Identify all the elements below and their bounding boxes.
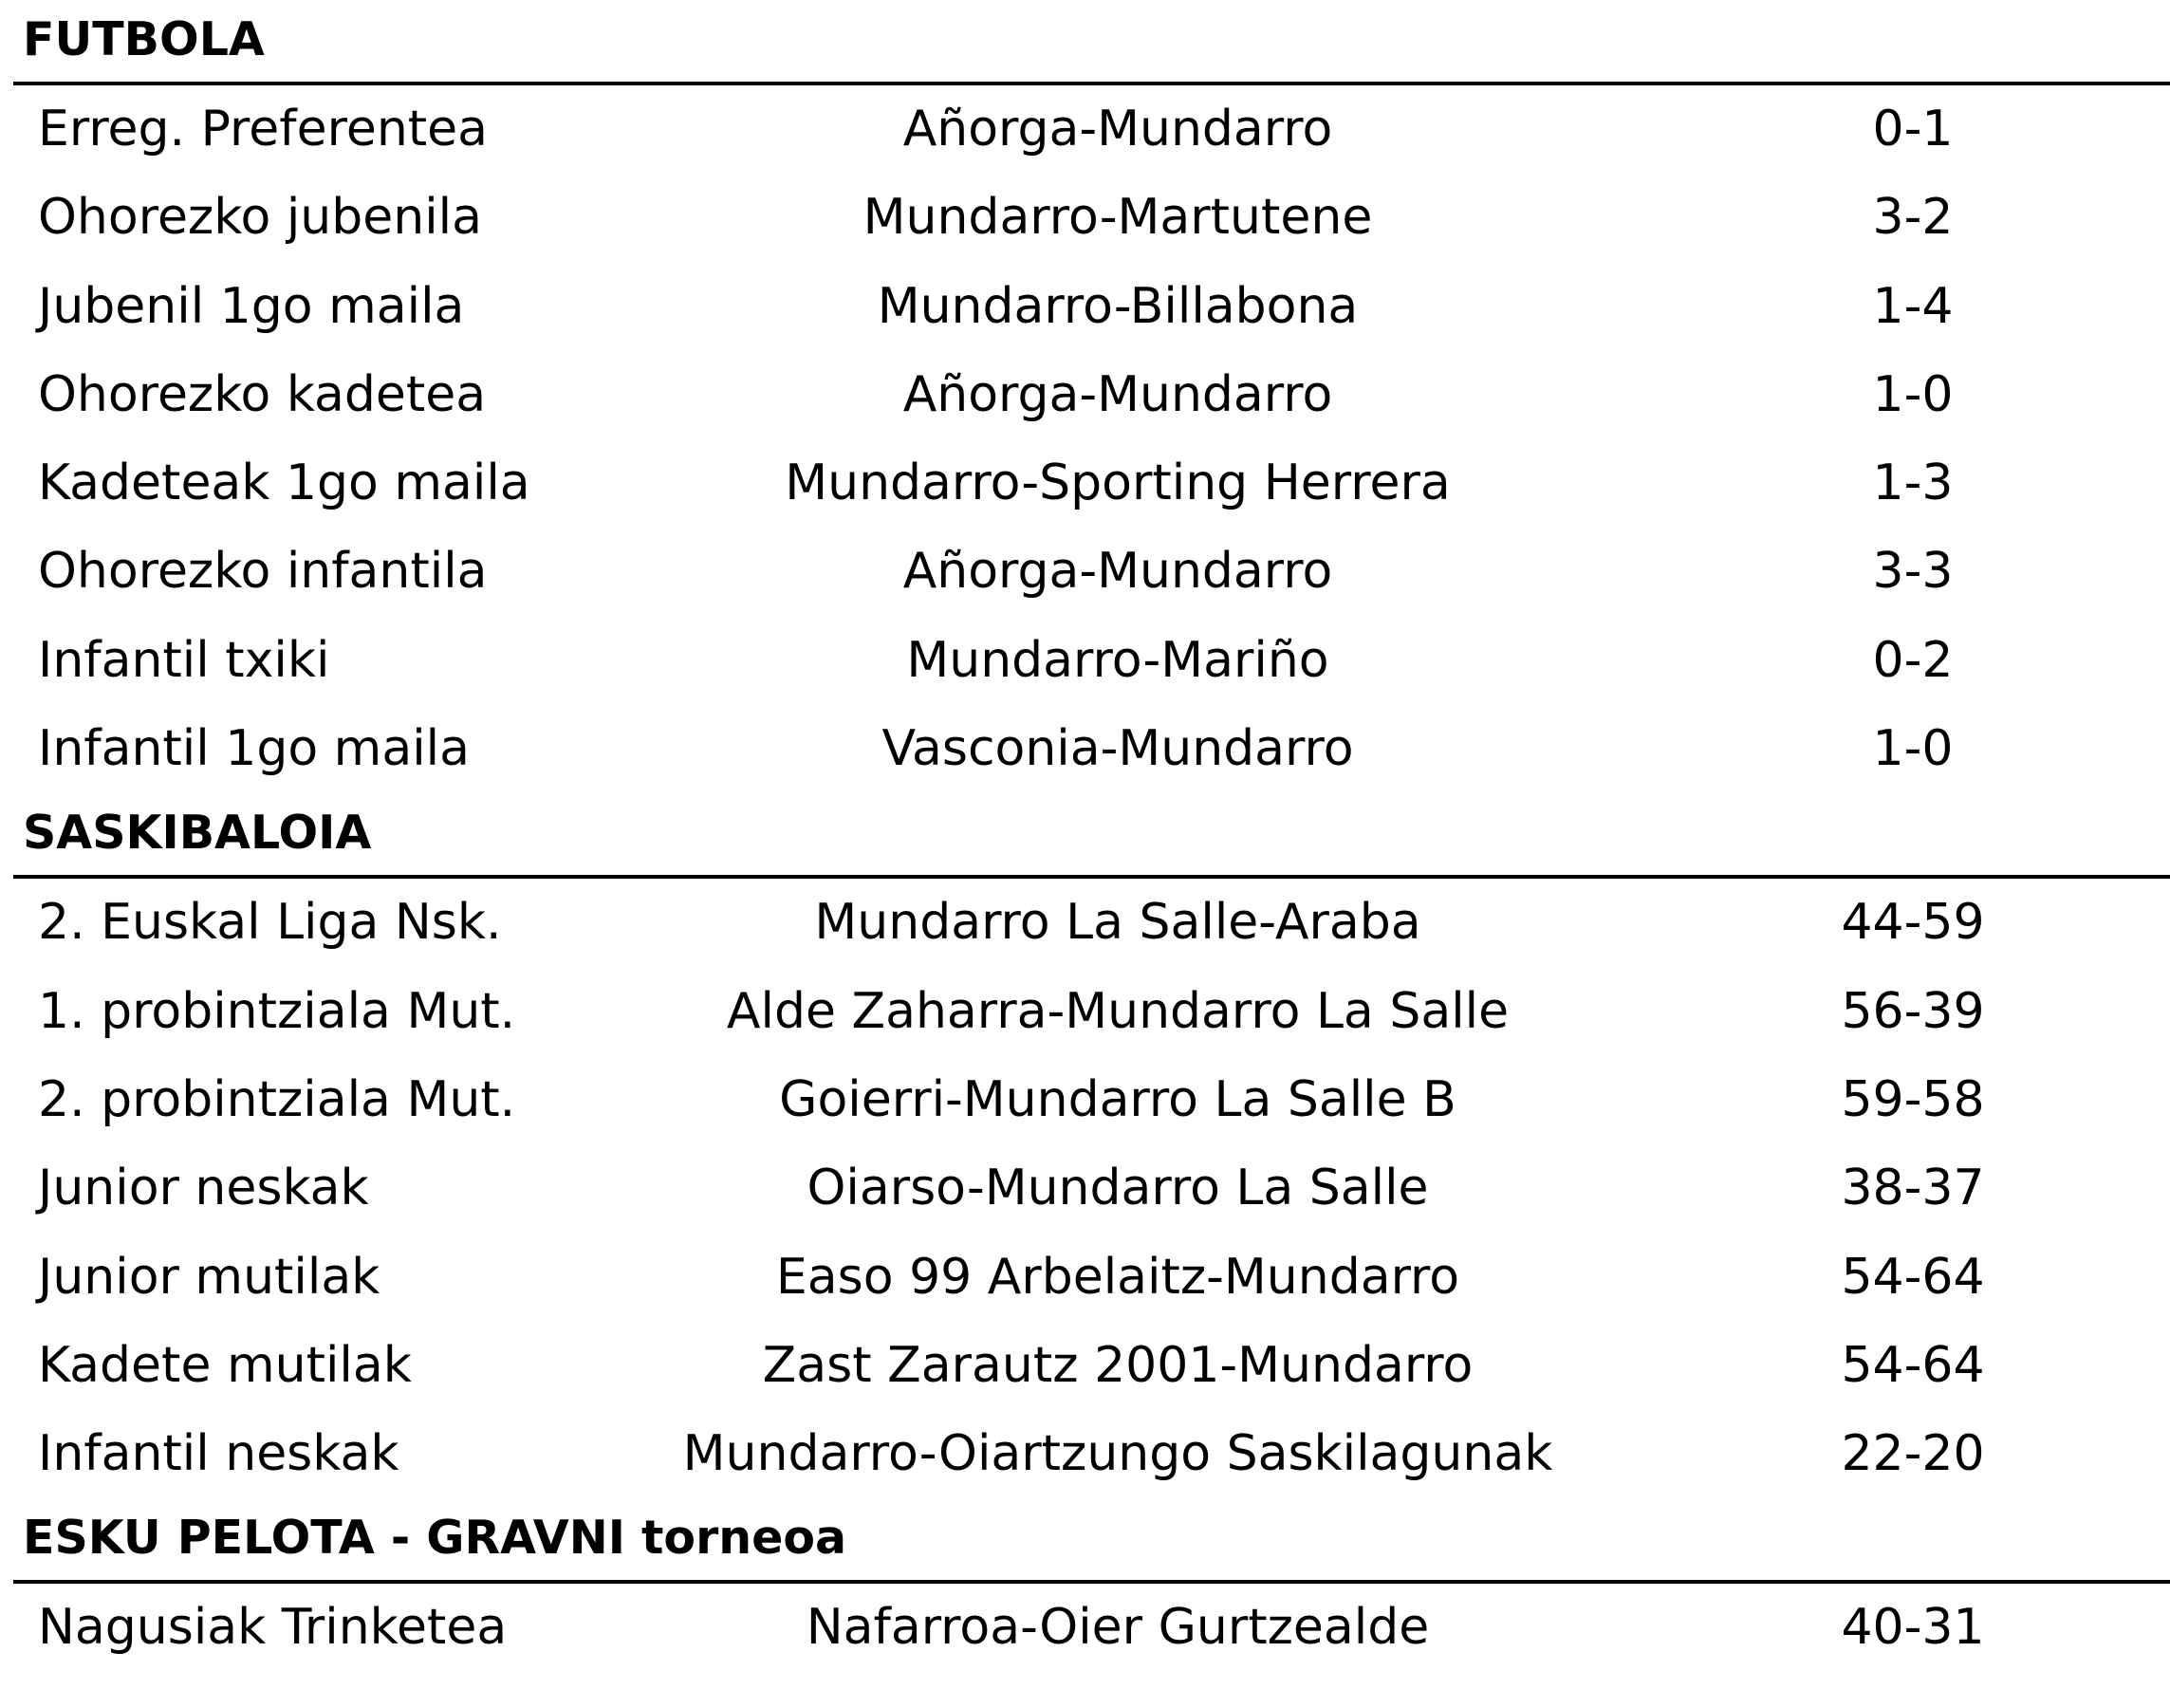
- section-title: SASKIBALOIA: [23, 806, 372, 861]
- score-cell: 38-37: [1841, 1160, 1985, 1217]
- score-cell: 3-2: [1872, 189, 1954, 247]
- category-cell: Infantil txiki: [38, 631, 330, 689]
- result-row: [0, 174, 2170, 262]
- score-cell: 3-3: [1872, 543, 1954, 601]
- match-cell: Mundarro-Mariño: [906, 631, 1329, 689]
- category-cell: Infantil neskak: [38, 1425, 399, 1483]
- match-cell: Vasconia-Mundarro: [881, 720, 1354, 778]
- result-row: [0, 351, 2170, 439]
- score-cell: 1-4: [1872, 277, 1954, 335]
- match-cell: Mundarro La Salle-Araba: [814, 894, 1421, 952]
- match-cell: Goierri-Mundarro La Salle B: [779, 1070, 1456, 1128]
- section-header: [0, 0, 2170, 85]
- score-cell: 54-64: [1841, 1336, 1985, 1394]
- score-cell: 1-0: [1872, 720, 1954, 778]
- section-saskibaloia: [0, 793, 2170, 1498]
- score-cell: 1-3: [1872, 455, 1954, 512]
- match-cell: Añorga-Mundarro: [902, 543, 1333, 601]
- result-row: [0, 1234, 2170, 1322]
- result-row: [0, 1056, 2170, 1144]
- result-row: [0, 968, 2170, 1056]
- score-cell: 0-1: [1872, 101, 1954, 158]
- category-cell: Kadete mutilak: [38, 1336, 412, 1394]
- result-row: [0, 528, 2170, 616]
- match-cell: Alde Zaharra-Mundarro La Salle: [726, 982, 1510, 1040]
- match-cell: Easo 99 Arbelaitz-Mundarro: [775, 1248, 1460, 1306]
- score-cell: 44-59: [1841, 894, 1985, 952]
- result-row: [0, 85, 2170, 174]
- category-cell: 1. probintziala Mut.: [38, 982, 516, 1040]
- category-cell: Infantil 1go maila: [38, 720, 470, 778]
- score-cell: 0-2: [1872, 631, 1954, 689]
- category-cell: Junior neskak: [38, 1160, 369, 1217]
- result-row: [0, 1410, 2170, 1498]
- result-row: [0, 263, 2170, 351]
- category-cell: 2. probintziala Mut.: [38, 1070, 516, 1128]
- category-cell: Nagusiak Trinketea: [38, 1599, 508, 1657]
- result-row: [0, 1584, 2170, 1672]
- match-cell: Oiarso-Mundarro La Salle: [807, 1160, 1429, 1217]
- category-cell: Kadeteak 1go maila: [38, 455, 530, 512]
- match-cell: Mundarro-Billabona: [877, 277, 1359, 335]
- category-cell: 2. Euskal Liga Nsk.: [38, 894, 502, 952]
- category-cell: Junior mutilak: [38, 1248, 380, 1306]
- section-esku-pelota: [0, 1498, 2170, 1672]
- score-cell: 40-31: [1841, 1599, 1985, 1657]
- category-cell: Jubenil 1go maila: [38, 277, 465, 335]
- match-cell: Mundarro-Martutene: [862, 189, 1373, 247]
- category-cell: Erreg. Preferentea: [38, 101, 489, 158]
- match-cell: Añorga-Mundarro: [902, 365, 1333, 423]
- match-cell: Nafarroa-Oier Gurtzealde: [806, 1599, 1430, 1657]
- category-cell: Ohorezko infantila: [38, 543, 488, 601]
- match-cell: Mundarro-Oiartzungo Saskilagunak: [682, 1425, 1553, 1483]
- match-cell: Añorga-Mundarro: [902, 101, 1333, 158]
- result-row: [0, 617, 2170, 705]
- result-row: [0, 879, 2170, 967]
- score-cell: 54-64: [1841, 1248, 1985, 1306]
- score-cell: 1-0: [1872, 365, 1954, 423]
- section-title: FUTBOLA: [23, 12, 265, 66]
- section-futbola: [0, 0, 2170, 793]
- result-row: [0, 1144, 2170, 1233]
- section-header: [0, 1498, 2170, 1584]
- score-cell: 56-39: [1841, 982, 1985, 1040]
- section-header: [0, 793, 2170, 879]
- score-cell: 22-20: [1841, 1425, 1985, 1483]
- match-cell: Mundarro-Sporting Herrera: [785, 455, 1451, 512]
- score-cell: 59-58: [1841, 1070, 1985, 1128]
- result-row: [0, 439, 2170, 528]
- match-cell: Zast Zarautz 2001-Mundarro: [762, 1336, 1474, 1394]
- result-row: [0, 705, 2170, 793]
- section-title: ESKU PELOTA - GRAVNI torneoa: [23, 1511, 847, 1566]
- result-row: [0, 1322, 2170, 1410]
- category-cell: Ohorezko jubenila: [38, 189, 482, 247]
- category-cell: Ohorezko kadetea: [38, 365, 487, 423]
